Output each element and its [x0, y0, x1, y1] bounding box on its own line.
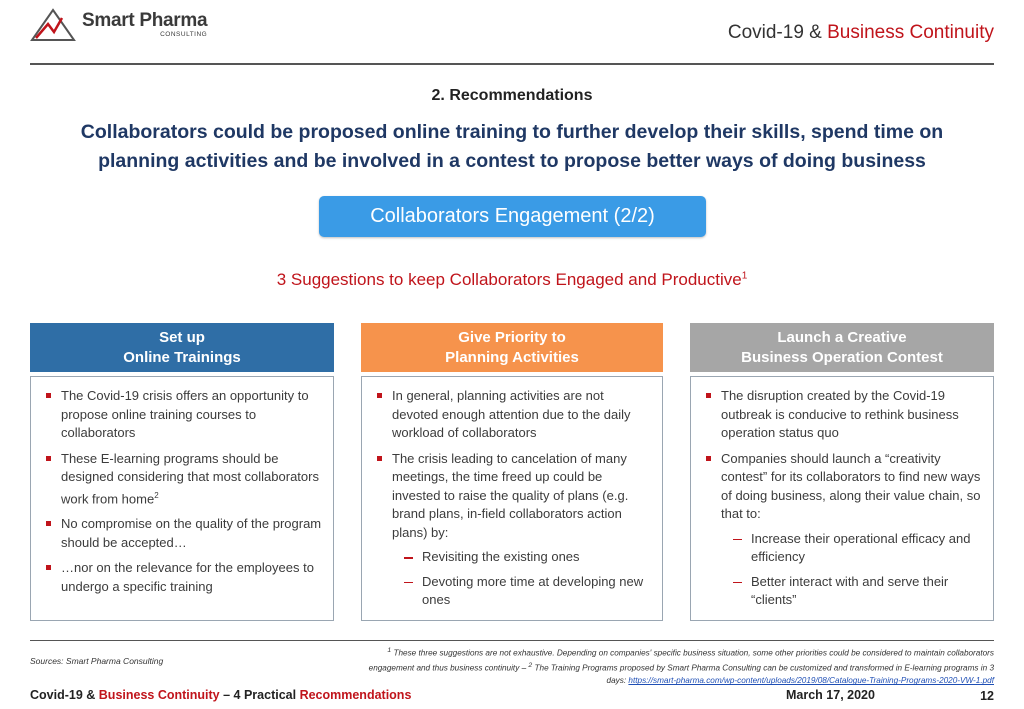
bullet-item: In general, planning activities are not devoted enough attention due to the daily workload of collaborators	[376, 387, 652, 443]
header-title-part2: Business Continuity	[827, 22, 994, 43]
footnote-marker-2: 2	[528, 662, 533, 670]
header-title-part1: Covid-19 &	[727, 22, 822, 43]
sub-bullet-item: Devoting more time at developing new ones	[392, 573, 652, 610]
section-title: 2. Recommendations	[431, 87, 593, 104]
footer-part2: Business Continuity	[98, 688, 220, 702]
training-catalogue-link[interactable]: https://smart-pharma.com/wp-content/uploads/2019/08/Catalogue-Training-Programs-2020-VW-1.pdf	[628, 676, 994, 686]
bullet-item: The disruption created by the Covid-19 outbreak is conducive to rethink business operation status quo	[705, 387, 983, 443]
footnote-text-1: These three suggestions are not exhaustive. Depending on companies' specific business situation, some other priorities could be considered to maintain collaborators engagement and thus business continuity –	[368, 648, 994, 673]
footer-part4: Recommendations	[299, 688, 412, 702]
sub-bullet-item: Revisiting the existing ones	[392, 548, 652, 567]
sources-note: Sources: Smart Pharma Consulting	[30, 656, 164, 666]
company-logo	[30, 8, 207, 42]
footnote-marker-1: 1	[387, 647, 392, 654]
footer-date: March 17, 2020	[786, 688, 875, 702]
footer-title	[30, 688, 411, 702]
bullet-item: …nor on the relevance for the employees to undergo a specific training	[45, 559, 323, 596]
column-body-online-trainings	[30, 376, 334, 621]
bottom-divider	[30, 640, 994, 641]
bullet-item: The Covid-19 crisis offers an opportunity to propose online training courses to collaborators	[45, 387, 323, 443]
column-header-line2: Business Operation Contest	[741, 348, 943, 366]
column-header-line1: Launch a Creative	[777, 328, 907, 346]
bullet-item: Companies should launch a “creativity contest” for its collaborators to find new ways of doing business, along their value chain, so that to: Increase their operational efficacy and efficiency Better interact with and serve their “clients”	[705, 450, 983, 610]
column-body-creative-contest	[690, 376, 994, 621]
top-divider	[30, 63, 994, 65]
column-header-line1: Give Priority to	[458, 328, 566, 346]
bullet-item: No compromise on the quality of the program should be accepted…	[45, 515, 323, 552]
suggestions-subtitle	[0, 270, 1024, 290]
column-header-line2: Online Trainings	[123, 348, 241, 366]
section-pill: Collaborators Engagement (2/2)	[319, 196, 706, 237]
header-title	[728, 22, 994, 44]
bullet-item: These E-learning programs should be designed considering that most collaborators work from home$^2$	[45, 450, 323, 509]
column-header-creative-contest	[690, 323, 994, 372]
logo-name: Smart Pharma	[82, 10, 208, 32]
footnote	[352, 645, 994, 688]
sub-bullet-item: Better interact with and serve their “clients”	[721, 573, 983, 610]
bullet-item: The crisis leading to cancelation of many meetings, the time freed up could be invested to raise the quality of plans (e.g. brand plans, in-field collaborators action plans) by: Revisiting the existing ones Devoting more time at developing new ones	[376, 450, 652, 610]
headline: Collaborators could be proposed online training to further develop their skills, spend time on planning activities and be involved in a contest to propose better ways of doing business	[80, 121, 944, 172]
page-number: 12	[980, 689, 994, 703]
logo-subtitle: CONSULTING	[160, 31, 208, 39]
footnote-text-2: The Training Programs proposed by Smart Pharma Consulting can be customized and transformed in E-learning programs in 3 days:	[534, 663, 994, 686]
subtitle-footnote-ref: 1	[741, 270, 748, 282]
sub-bullet-item: Increase their operational efficacy and efficiency	[721, 530, 983, 567]
subtitle-text: 3 Suggestions to keep Collaborators Engaged and Productive	[276, 270, 742, 289]
column-header-line2: Planning Activities	[445, 348, 579, 366]
column-body-planning-activities	[361, 376, 663, 621]
column-header-line1: Set up	[159, 328, 205, 346]
triangle-logo-icon	[30, 8, 76, 42]
column-header-planning-activities	[361, 323, 663, 372]
column-header-online-trainings	[30, 323, 334, 372]
footer-part1: Covid-19 &	[30, 688, 96, 702]
footer-part3: – 4 Practical	[223, 688, 297, 702]
footnote-ref: 2	[154, 490, 159, 500]
